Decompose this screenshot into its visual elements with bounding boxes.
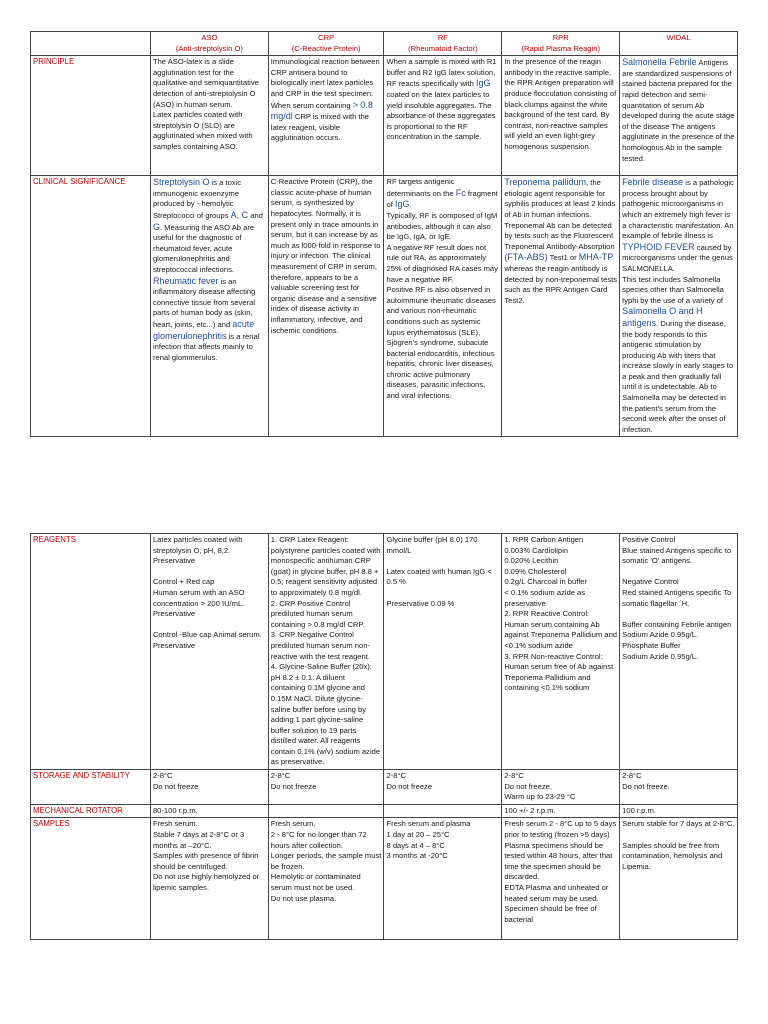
highlight: TYPHOID FEVER (622, 241, 695, 252)
cell-reagents-rf: Glycine buffer (pH 8.0) 170 mmol/L Latex coated with human IgG < 0.5 % Preservative 0.09 % (384, 534, 502, 770)
text: whereas the reagin antibody is detected by non-treponemal tests such as the RPR Antigen Card Test2. (504, 263, 618, 305)
cell-clinical-crp: C-Reactive Protein (CRP), the classic acute-phase of human serum, is synthesized by hepatocytes. Normally, it is present only in trace amounts in serum, but it can increase by as much as l000-fold in response to injury or infection. The clinical measurement of CRP in serum, therefore, appears to be a valuable screening test for organic disease and a sensitive index of disease activity in inflammatory, infective, and ischemic conditions. (268, 176, 384, 437)
text: . Typically, RF is composed of IgM antibodies, although it can also be IgG, IgA, or IgE. A negative RF result does not rule out RA, as approximately 25% of diagnosed RA cases may have a negative RF. Positive RF is also observed in autoimmune rheumatic diseases and various non-rheumatic conditions such as systemic lupus erythematosus (SLE), Sjögren's syndrome, subacute bacterial endocarditis, infectious hepatitis, chronic liver diseases, chronic active pulmonary diseases, parasitic infections, and viral infections. (386, 200, 498, 401)
highlight: Febrile disease (622, 177, 684, 188)
highlight: Treponema pallidum (504, 177, 587, 188)
text: . Measuring the ASO Ab are useful for the diagnostic of rheumatoid fever, acute glomerulonephritis and streptococcal infections. (152, 222, 255, 274)
comparison-table-top (30, 31, 738, 437)
text: , the etiologic agent responsible for syphilis produces at least 2 kinds of Ab in human infections. Treponemal Ab can be detected by tests such as the Fluorescent Treponemal Antibody-Absorption (504, 178, 616, 251)
cell-reagents-rpr: 1. RPR Carbon Antigen 0.003% Cardiolipin 0.020% Lecithin 0.09% Cholesterol 0.2g/L Charcoal in buffer < 0.1% sodium azide as preservative 2. RPR Reactive Control: Human serum containing Ab against Treponema Pallidium and <0.1% sodium azide 3. RPR Non-reactive Control: Human serum free of Ab against Treponema Pallidium and containing <0.1% sodium (502, 534, 620, 770)
text: is an inflammatory disease affecting connective tissue from several parts of human body as (skin, heart, joints, etc...) and (152, 276, 256, 329)
cell-clinical-aso (150, 176, 268, 437)
row-header-principle: PRINCIPLE (31, 56, 151, 176)
text: caused by microorganisms under the genus SALMONELLA. This test includes Salmonella species other than Salmonella typhi by the use of a variety of (622, 242, 733, 305)
row-header-rotator: MECHANICAL ROTATOR (31, 804, 151, 818)
cell-storage-aso: 2-8°C Do not freeze (150, 770, 268, 805)
cell-rotator-crp (268, 804, 384, 818)
cell-samples-rf: Fresh serum and plasma 1 day at 20 – 25°C 8 days at 4 – 8°C 3 months at -20°C (384, 818, 502, 940)
cell-reagents-aso: Latex particles coated with streptolysin O, pH, 8,2. Preservative Control + Red cap Human serum with an ASO concentration > 200 IU/mL. Preservative Control -Blue cap Animal serum. Preservative (150, 534, 268, 770)
corner-cell (31, 32, 151, 56)
highlight: G (152, 221, 160, 232)
cell-rotator-aso: 80-100 r.p.m. (150, 804, 268, 818)
highlight: Salmonella Febrile (622, 57, 697, 68)
cell-principle-crp (268, 56, 384, 176)
row-reagents (31, 534, 738, 770)
cell-storage-rpr: 2-8°C Do not freeze. Warm up to 23-29 °C (502, 770, 620, 805)
row-samples (31, 818, 738, 940)
cell-storage-rf: 2-8°C Do not freeze (384, 770, 502, 805)
col-header-rpr: RPR (Rapid Plasma Reagin) (502, 32, 620, 56)
highlight: A, C (230, 209, 249, 220)
cell-reagents-crp: 1. CRP Latex Reagent: polystyrene particles coated with monospecific antihuman CRP (goat) in glycine buffer, pH 8.8 + 0.5; reagent sensitivity adjusted to approximately 0.8 mg/dl. 2. CRP Positive Control prediluted human serum containing > 0.8 mg/dl CRP. 3. CRP Negative Control prediluted human serum non-reactive with the test reagent. 4. Glycine-Saline Buffer (20x): pH 8.2 ± 0.1: A diluent containing 0.1M glycine and 0.15M NaCl. Dilute glycine-saline buffer before using by adding 1 part glycine-saline buffer solution to 19 parts distilled water. All reagents contain 0.1% (w/v) sodium azide as preservative. (268, 534, 384, 770)
text: Antigens are standardized suspensions of stained bacteria prepared for the rapid detection and semi-quantitation of serum Ab developed during the acute stage of the disease The antigens agglutinate in the presence of the homologous Ab in the sample tested. (622, 58, 735, 163)
highlight: Streptolysin O (152, 177, 210, 188)
text: coated on the latex particles to yield insoluble aggregates. The absorbance of these aggregates is proportional to the RF concentration in the sample. (386, 89, 496, 142)
cell-samples-crp: Fresh serum. 2 - 8°C for no longer than 72 hours after collection. Longer periods, the sample must be frozen. Hemolytic or contaminated serum must not be used. Do not use plasma. (268, 818, 384, 940)
row-rotator (31, 804, 738, 818)
cell-samples-rpr: Fresh serum 2 - 8°C up to 5 days prior to testing (frozen >5 days) Plasma specimens should be tested within 48 hours, after that time the specimen should be discarded. EDTA Plasma and unheated or heated serum may be used. Specimen should be free of bacterial (502, 818, 620, 940)
cell-clinical-widal (620, 176, 738, 437)
cell-principle-aso: The ASO-latex is a slide agglutination test for the qualitative and semiquantitative detection of anti-streptolysin O (ASO) in human serum. Latex particles coated with streptolysin O (SLO) are agglutinated when mixed with samples containing ASO. (150, 56, 268, 176)
row-header-clinical: CLINICAL SIGNIFICANCE (31, 176, 151, 437)
row-storage (31, 770, 738, 805)
cell-rotator-widal: 100 r.p.m. (620, 804, 738, 818)
text: and (248, 210, 263, 220)
highlight: MHA-TP (578, 252, 614, 263)
cell-rotator-rf (384, 804, 502, 818)
highlight: (FTA-ABS) (504, 252, 548, 263)
highlight: acute glomerulonephritis (152, 318, 255, 341)
row-header-reagents: REAGENTS (31, 534, 151, 770)
cell-rotator-rpr: 100 +/- 2 r.p.m. (502, 804, 620, 818)
highlight: Salmonella O and H antigens (622, 306, 703, 328)
col-header-aso: ASO (Anti-streptolysin O) (150, 32, 268, 56)
highlight: > 0.8 mg/dl (270, 99, 373, 122)
cell-principle-widal (620, 56, 738, 176)
row-header-storage: STORAGE AND STABILITY (31, 770, 151, 805)
cell-clinical-rpr (502, 176, 620, 437)
row-header-samples: SAMPLES (31, 818, 151, 940)
text: is a renal infection that affects mainly to renal glommerulus. (152, 331, 260, 362)
cell-storage-crp: 2-8°C Do not freeze (268, 770, 384, 805)
col-header-widal: WIDAL (620, 32, 738, 56)
row-principle (31, 56, 738, 176)
text: Test1 or (547, 253, 579, 263)
row-clinical (31, 176, 738, 437)
header-row (31, 32, 738, 56)
cell-principle-rpr: In the presence of the reagin antibody in the reactive sample, the RPR Antigen preparation will produce flocculation consisting of black clumps against the white background of the test card. By contrast, non-reactive samples will yield an even light-grey homogenous suspension. (502, 56, 620, 176)
highlight: Rheumatic fever (152, 275, 219, 286)
text: . During the disease, the body responds to this antigenic stimulation by producing Ab with titers that increase slowly in early stages to a peak and then gradually fall until it is undetectable. Ab to Salmonella may be detected in the patient's serum from the second week after the onset of infection. (622, 318, 734, 434)
highlight: IgG (475, 78, 491, 89)
highlight: Fc (455, 187, 466, 198)
text: is a pathologic process brought about by pathogenic microorganisms in which an extremely high fever is a characteristic manifestation. An example of febrile illness is (622, 178, 734, 241)
cell-clinical-rf (384, 176, 502, 437)
text: When a sample is mixed with R1 buffer and R2 IgG latex solution, RF reacts specifically with (386, 57, 497, 89)
col-header-rf: RF (Rheumatoid Factor) (384, 32, 502, 56)
cell-samples-aso: Fresh serum. Stable 7 days at 2-8°C or 3 months at –20°C. Samples with presence of fibrin should be centrifuged. Do not use highly hemolyzed or lipemic samples. (150, 818, 268, 940)
text: is a toxic immunogenic exoenzyme produced by - hemolytic Streptococci of groups (152, 178, 242, 220)
highlight: IgG (394, 199, 410, 210)
text: RF targets antigenic determinants on the (386, 177, 456, 198)
text: CRP is mixed with the latex reagent, visible agglutination occurs. (270, 112, 370, 143)
text: fragment of (386, 188, 498, 210)
cell-principle-rf (384, 56, 502, 176)
cell-samples-widal: Serum stable for 7 days at 2-8°C. Samples should be free from contamination, hemolysis and Lipemia. (620, 818, 738, 940)
text: Immunological reaction between CRP antisera bound to biologically inert latex particles and CRP in the test specimen. When serum containing (270, 57, 380, 110)
comparison-table-bottom (30, 533, 738, 940)
col-header-crp: CRP (C-Reactive Protein) (268, 32, 384, 56)
cell-reagents-widal: Positive Control Blue stained Antigens specific to somatic 'O' antigens. Negative Control Red stained Antigens specific To somatic flagellar ´H. Buffer containing Febrile antigen Sodium Azide 0.95g/L. Phosphate Buffer Sodium Azide 0.95g/L. (620, 534, 738, 770)
cell-storage-widal: 2-8°C Do not freeze. (620, 770, 738, 805)
